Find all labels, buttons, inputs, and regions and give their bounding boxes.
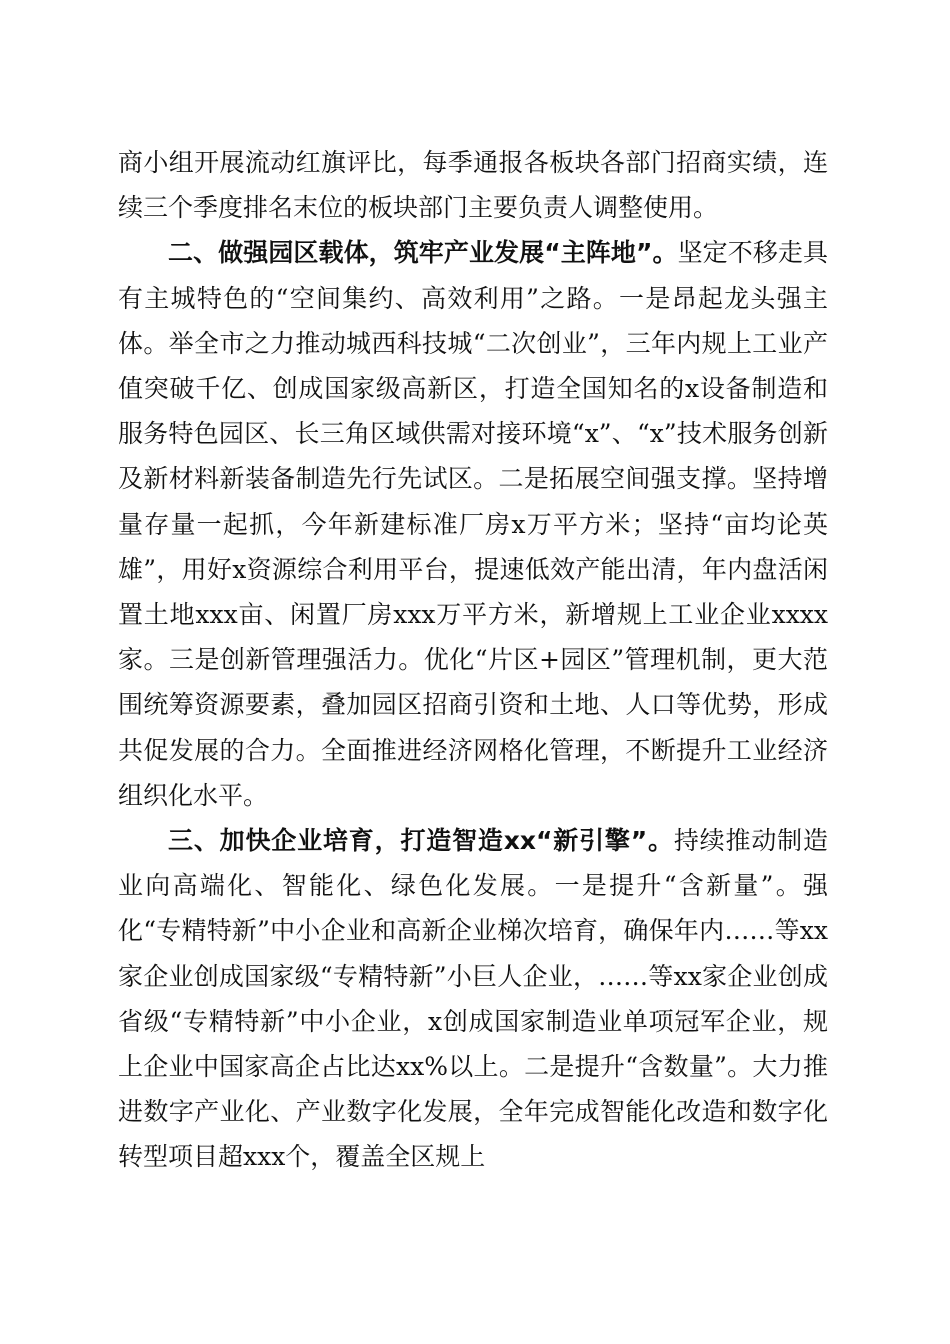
paragraph-continuation (118, 140, 828, 230)
paragraph-1-body: 商小组开展流动红旗评比，每季通报各板块各部门招商实绩，连续三个季度排名末位的板块部门主要负责人调整使用。 (118, 148, 828, 223)
paragraph-section-2 (118, 230, 828, 818)
section-3-body: 持续推动制造业向高端化、智能化、绿色化发展。一是提升“含新量”。强化“专精特新”中小企业和高新企业梯次培育，确保年内……等xx家企业创成国家级“专精特新”小巨人企业，……等xx家企业创成省级“专精特新”中小企业，x创成国家制造业单项冠军企业，规上企业中国家高企占比达xx%以上。二是提升“含数量”。大力推进数字产业化、产业数字化发展，全年完成智能化改造和数字化转型项目超xxx个，覆盖全区规上 (118, 826, 828, 1172)
document-body (118, 140, 828, 1180)
section-2-body: 坚定不移走具有主城特色的“空间集约、高效利用”之路。一是昂起龙头强主体。举全市之力推动城西科技城“二次创业”，三年内规上工业产值突破千亿、创成国家级高新区，打造全国知名的x设备制造和服务特色园区、长三角区域供需对接环境“x”、“x”技术服务创新及新材料新装备制造先行先试区。二是拓展空间强支撑。坚持增量存量一起抓，今年新建标准厂房x万平方米；坚持“亩均论英雄”，用好x资源综合利用平台，提速低效产能出清，年内盘活闲置土地xxx亩、闲置厂房xxx万平方米，新增规上工业企业xxxx家。三是创新管理强活力。优化“片区+园区”管理机制，更大范围统筹资源要素，叠加园区招商引资和土地、人口等优势，形成共促发展的合力。全面推进经济网格化管理，不断提升工业经济组织化水平。 (118, 238, 828, 810)
paragraph-section-3 (118, 818, 828, 1180)
section-3-heading: 三、加快企业培育，打造智造xx“新引擎”。 (168, 826, 674, 856)
section-2-heading: 二、做强园区载体，筑牢产业发展“主阵地”。 (168, 238, 678, 268)
